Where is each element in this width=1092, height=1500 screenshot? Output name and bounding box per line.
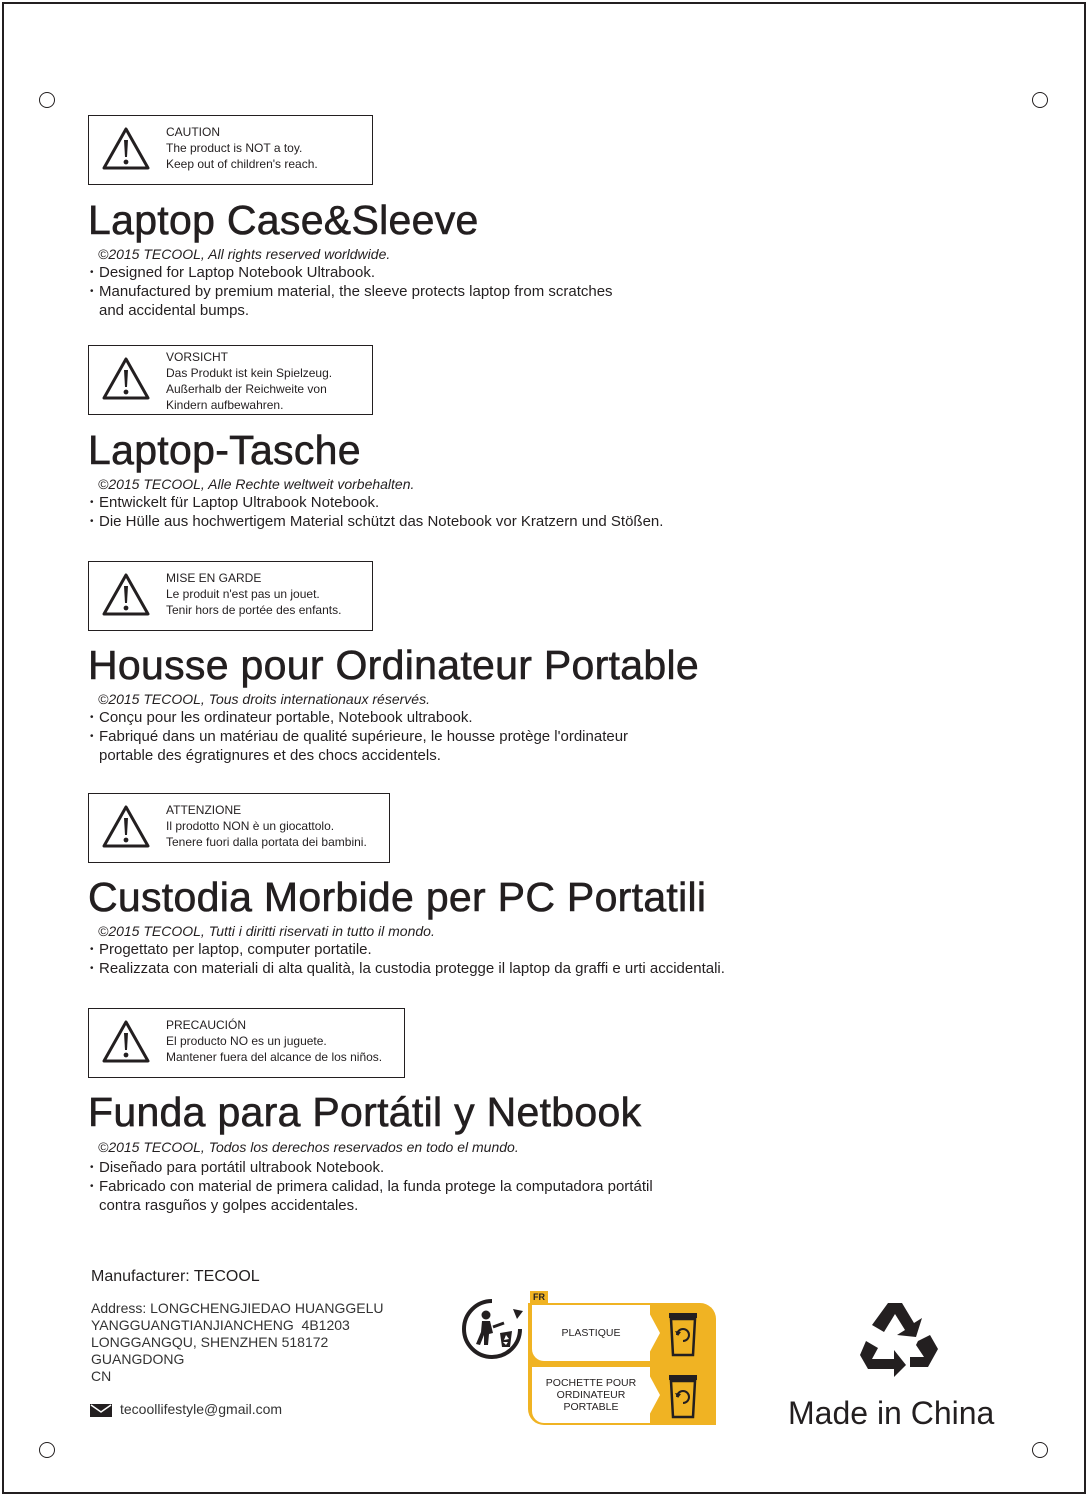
warning-box [88, 793, 390, 863]
triman-logo-icon [460, 1297, 526, 1361]
warning-line: Keep out of children's reach. [166, 157, 318, 171]
origin-label: Made in China [788, 1395, 995, 1431]
warning-line: Tenir hors de portée des enfants. [166, 603, 342, 617]
bullet-continuation: contra rasguños y golpes accidentales. [99, 1197, 359, 1214]
recycling-panel-body [528, 1303, 716, 1425]
warning-line: Le produit n'est pas un jouet. [166, 587, 320, 601]
warning-box [88, 345, 373, 415]
bullet-item: • Fabricado con material de primera calidad, la funda protege la computadora portátil [90, 1177, 653, 1196]
country-tag: FR [530, 1291, 548, 1304]
copyright: ©2015 TECOOL, Alle Rechte weltweit vorbehalten. [98, 476, 415, 492]
bullet-continuation: portable des égratignures et des chocs accidentels. [99, 747, 441, 764]
copyright: ©2015 TECOOL, Tous droits internationaux réservés. [98, 691, 430, 707]
section-title: Laptop Case&Sleeve [88, 197, 479, 243]
warning-heading: MISE EN GARDE [166, 571, 262, 585]
address-line: Address: LONGCHENGJIEDAO HUANGGELU [91, 1300, 384, 1316]
warning-box [88, 561, 373, 631]
bullet-item: • Manufactured by premium material, the sleeve protects laptop from scratches [90, 282, 613, 301]
warning-triangle-icon [101, 1019, 151, 1065]
bullet-item: • Fabriqué dans un matériau de qualité supérieure, le housse protège l'ordinateur [90, 727, 628, 746]
recycling-bin-icon [666, 1371, 700, 1419]
warning-line: Il prodotto NON è un giocattolo. [166, 819, 335, 833]
recycling-bin-icon [666, 1309, 700, 1357]
punch-hole-top-left [39, 92, 55, 108]
warning-heading: CAUTION [166, 125, 220, 139]
warning-heading: ATTENZIONE [166, 803, 242, 817]
bullet-list [90, 940, 725, 978]
warning-triangle-icon [101, 572, 151, 618]
bullet-item: • Realizzata con materiali di alta qualità, la custodia protegge il laptop da graffi e urti accidentali. [90, 959, 725, 978]
email-row [90, 1400, 282, 1418]
warning-box [88, 1008, 405, 1078]
punch-hole-bottom-right [1032, 1442, 1048, 1458]
envelope-icon [90, 1403, 112, 1418]
address-line: YANGGUANGTIANJIANCHENG 4B1203 [91, 1317, 350, 1333]
warning-triangle-icon [101, 126, 151, 172]
section-title: Laptop-Tasche [88, 427, 361, 473]
bullet-list [90, 1158, 653, 1215]
recycle-icon [858, 1297, 940, 1377]
bullet-continuation: and accidental bumps. [99, 302, 250, 319]
warning-triangle-icon [101, 804, 151, 850]
warning-line: Kindern aufbewahren. [166, 398, 284, 412]
bullet-item: • Die Hülle aus hochwertigem Material schützt das Notebook vor Kratzern und Stößen. [90, 512, 663, 531]
warning-line: Tenere fuori dalla portata dei bambini. [166, 835, 367, 849]
bullet-list [90, 493, 663, 531]
punch-hole-bottom-left [39, 1442, 55, 1458]
bullet-item: • Progettato per laptop, computer portatile. [90, 940, 725, 959]
section-title: Funda para Portátil y Netbook [88, 1089, 642, 1135]
address-block [91, 1300, 384, 1385]
recycling-item-label: PLASTIQUE [532, 1305, 650, 1361]
warning-heading: PRECAUCIÓN [166, 1018, 247, 1032]
bullet-list [90, 708, 628, 765]
address-line: GUANGDONG [91, 1351, 185, 1367]
warning-box [88, 115, 373, 185]
section-title: Custodia Morbide per PC Portatili [88, 874, 707, 920]
punch-hole-top-right [1032, 92, 1048, 108]
recycling-info-panel [528, 1291, 718, 1427]
warning-line: Außerhalb der Reichweite von [166, 382, 327, 396]
address-line: CN [91, 1368, 112, 1384]
bullet-item: • Entwickelt für Laptop Ultrabook Notebook. [90, 493, 663, 512]
section-title: Housse pour Ordinateur Portable [88, 642, 699, 688]
recycling-item-label: POCHETTE POUR ORDINATEUR PORTABLE [532, 1367, 650, 1423]
warning-triangle-icon [101, 356, 151, 402]
warning-line: Mantener fuera del alcance de los niños. [166, 1050, 383, 1064]
email-address[interactable]: tecoollifestyle@gmail.com [120, 1401, 283, 1417]
bullet-item: • Conçu pour les ordinateur portable, Notebook ultrabook. [90, 708, 628, 727]
warning-line: Das Produkt ist kein Spielzeug. [166, 366, 333, 380]
manufacturer-label: Manufacturer: TECOOL [91, 1268, 260, 1285]
copyright: ©2015 TECOOL, All rights reserved worldwide. [98, 246, 391, 262]
copyright: ©2015 TECOOL, Tutti i diritti riservati in tutto il mondo. [98, 923, 435, 939]
bullet-item: • Diseñado para portátil ultrabook Notebook. [90, 1158, 653, 1177]
arrow-icon [646, 1369, 662, 1421]
arrow-icon [646, 1307, 662, 1359]
copyright: ©2015 TECOOL, Todos los derechos reservados en todo el mundo. [98, 1139, 519, 1155]
warning-line: The product is NOT a toy. [166, 141, 303, 155]
warning-heading: VORSICHT [166, 350, 229, 364]
address-line: LONGGANGQU, SHENZHEN 518172 [91, 1334, 329, 1350]
bullet-item: • Designed for Laptop Notebook Ultrabook. [90, 263, 613, 282]
warning-line: El producto NO es un juguete. [166, 1034, 327, 1048]
bullet-list [90, 263, 613, 320]
